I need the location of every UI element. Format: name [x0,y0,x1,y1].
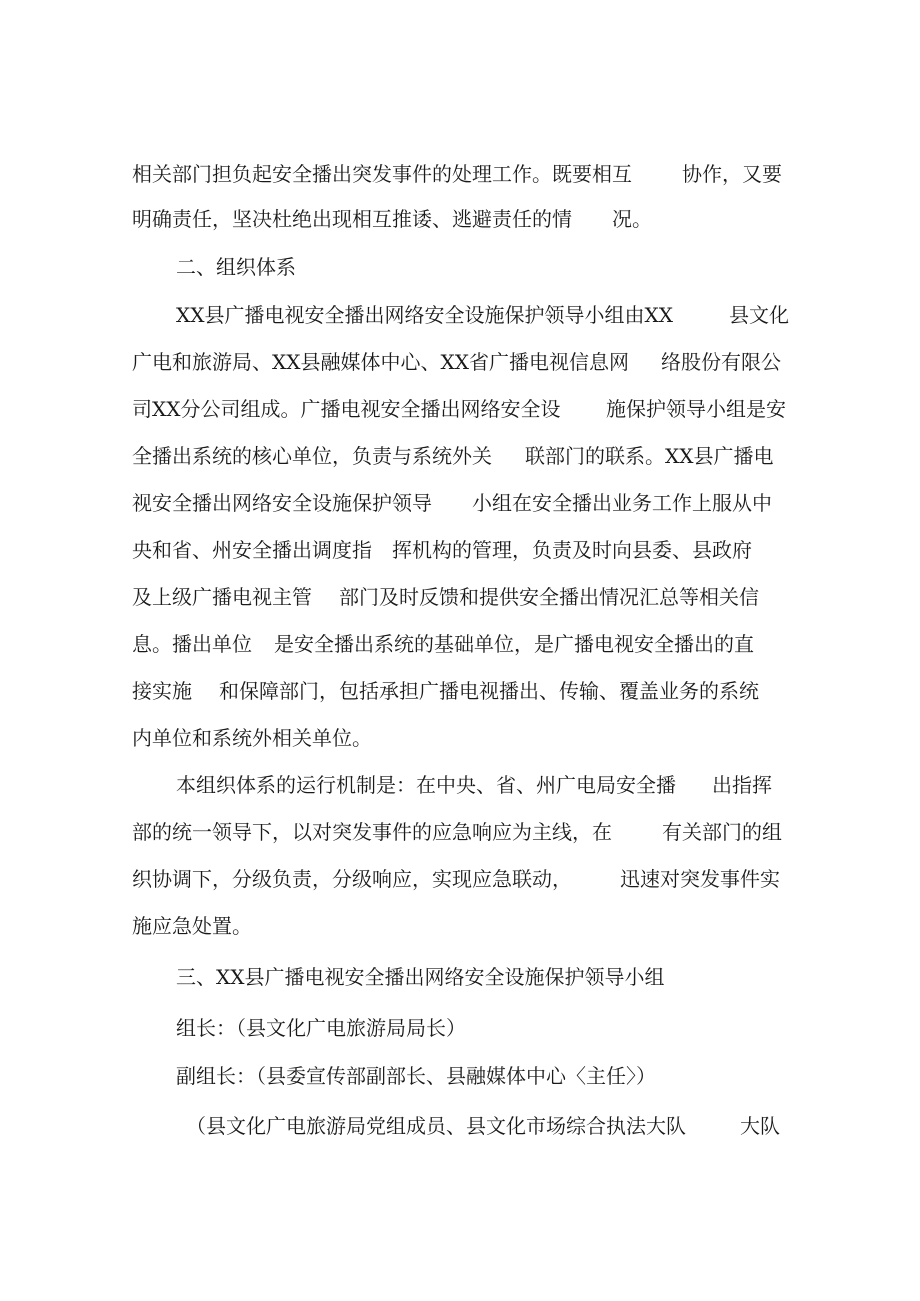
leader-text: 组长：（县文化广电旅游局局长） [176,1016,466,1040]
paragraph-org-text: 挥机构的管理，负责及时向县委、县政府 [392,538,752,562]
paragraph-org-line-6 [0,530,920,570]
paragraph-intro-text: 协作，又要 [682,162,782,186]
paragraph-intro-text: 况。 [612,207,652,231]
paragraph-mechanism-line-1 [0,765,920,805]
section-heading-line [0,247,920,287]
paragraph-org-text: 县文化 [729,303,789,327]
paragraph-mechanism-text: 本组织体系的运行机制是：在中央、省、州广电局安全播 [176,773,676,797]
paragraph-org-line-9 [0,671,920,711]
paragraph-mechanism-line-4 [0,906,920,946]
paragraph-org-text: 司XX分公司组成。广播电视安全播出网络安全设 [132,397,561,421]
paragraph-org-line-10 [0,718,920,758]
paragraph-org-text: XX县广播电视安全播出网络安全设施保护领导小组由XX [176,303,673,327]
paragraph-org-text: 内单位和系统外相关单位。 [132,726,372,750]
section-heading-line [0,957,920,997]
paragraph-org-text: 施保护领导小组是安 [606,397,786,421]
deputy-line [0,1056,920,1096]
paragraph-org-line-1 [0,295,920,335]
leader-line [0,1008,920,1048]
paragraph-org-text: 联部门的联系。XX县广播电 [525,444,774,468]
deputy-text-2: （县文化广电旅游局党组成员、县文化市场综合执法大队 [186,1114,686,1138]
paragraph-mechanism-text: 出指挥 [712,773,772,797]
paragraph-intro-line-2 [0,199,920,239]
paragraph-org-text: 广电和旅游局、XX县融媒体中心、XX省广播电视信息网 [132,350,629,374]
paragraph-mechanism-line-2 [0,812,920,852]
paragraph-org-line-8 [0,624,920,664]
paragraph-org-text: 及上级广播电视主管 [132,585,312,609]
paragraph-intro-line-1 [0,154,920,194]
paragraph-org-line-2 [0,342,920,382]
paragraph-mechanism-text: 部的统一领导下，以对突发事件的应急响应为主线，在 [132,820,612,844]
paragraph-org-text: 视安全播出网络安全设施保护领导 [132,491,432,515]
section-heading: 三、XX县广播电视安全播出网络安全设施保护领导小组 [176,965,665,989]
paragraph-org-text: 小组在安全播出业务工作上服从中 [472,491,772,515]
deputy-text-2: 大队 [740,1114,780,1138]
paragraph-org-line-5 [0,483,920,523]
paragraph-org-text: 央和省、州安全播出调度指 [132,538,372,562]
paragraph-org-text: 息。播出单位 [132,632,252,656]
paragraph-mechanism-text: 有关部门的组 [662,820,782,844]
paragraph-org-text: 接实施 [132,679,192,703]
paragraph-org-line-7 [0,577,920,617]
paragraph-org-text: 部门及时反馈和提供安全播出情况汇总等相关信 [339,585,759,609]
paragraph-org-text: 和保障部门，包括承担广播电视播出、传输、覆盖业务的系统 [219,679,759,703]
paragraph-org-text: 全播出系统的核心单位，负责与系统外关 [132,444,492,468]
section-heading: 二、组织体系 [176,255,296,279]
paragraph-org-text: 络股份有限公 [661,350,781,374]
deputy-text: 副组长：（县委宣传部副部长、县融媒体中心〈主任〉） [176,1064,656,1088]
paragraph-mechanism-text: 迅速对突发事件实 [620,867,780,891]
paragraph-mechanism-text: 织协调下，分级负责，分级响应，实现应急联动， [132,867,572,891]
paragraph-mechanism-line-3 [0,859,920,899]
paragraph-org-line-3 [0,389,920,429]
paragraph-intro-text: 明确责任，坚决杜绝出现相互推诿、逃避责任的情 [132,207,572,231]
deputy-line-2 [0,1106,920,1146]
paragraph-org-line-4 [0,436,920,476]
paragraph-mechanism-text: 施应急处置。 [132,914,252,938]
paragraph-intro-text: 相关部门担负起安全播出突发事件的处理工作。既要相互 [132,162,632,186]
paragraph-org-text: 是安全播出系统的基础单位，是广播电视安全播出的直 [274,632,754,656]
